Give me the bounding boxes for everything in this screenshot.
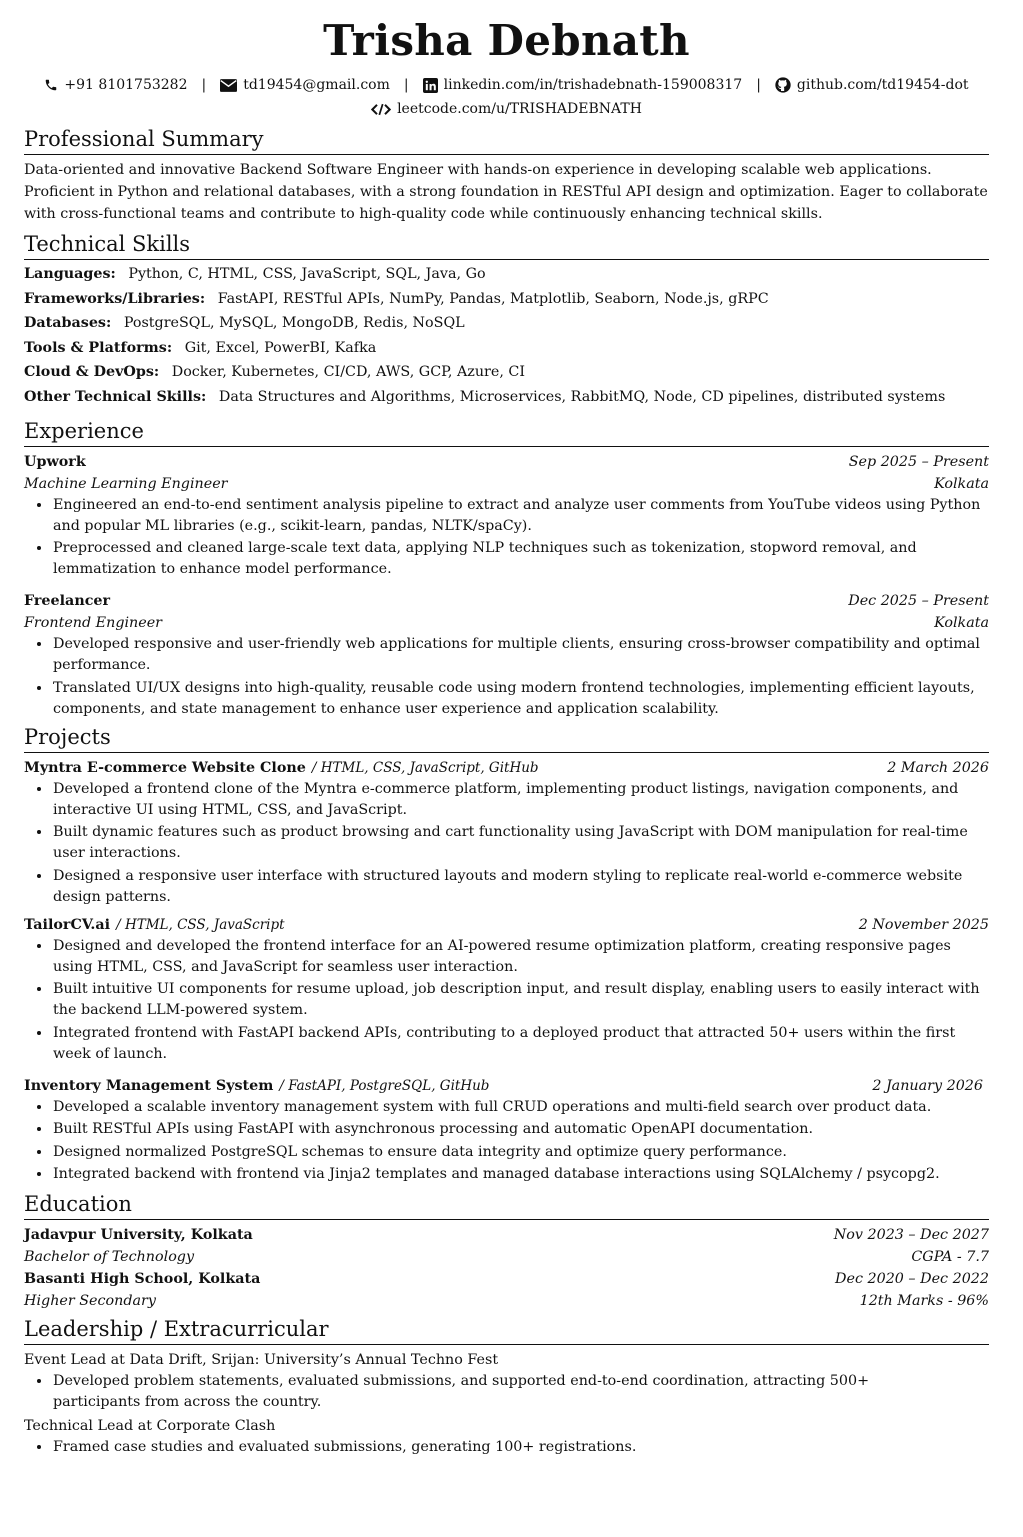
summary-text: Data-oriented and innovative Backend Software Engineer with hands-on experience in developing scalable web applications. Proficient in Python and relational databases, with a strong foundation in RESTful API design and optimization. Eager to collaborate with cross-functional teams and contribute to high-quality code while continuously enhancing technical skills. xyxy=(24,162,988,222)
entry-header xyxy=(24,1075,989,1097)
project-entry xyxy=(24,1075,989,1186)
phone-icon xyxy=(44,78,58,92)
entry-header xyxy=(24,590,989,612)
github-contact[interactable] xyxy=(775,74,969,96)
separator: | xyxy=(201,77,207,93)
bullet-list xyxy=(24,1097,989,1186)
phone-contact[interactable] xyxy=(44,74,187,96)
project-date: 2 November 2025 xyxy=(858,916,989,933)
leadership-entry xyxy=(24,1349,989,1413)
score: 12th Marks - 96% xyxy=(859,1293,989,1310)
bullet-item: • Developed responsive and user-friendly web applications for multiple clients, ensuring cross-browser compatibility and optimal performance. xyxy=(52,634,989,676)
school-name: Basanti High School, Kolkata xyxy=(24,1271,261,1288)
degree: Higher Secondary xyxy=(24,1293,156,1310)
skill-label: Cloud & DevOps: xyxy=(24,364,160,381)
skill-value: FastAPI, RESTful APIs, NumPy, Pandas, Matplotlib, Seaborn, Node.js, gRPC xyxy=(217,290,769,307)
skill-row xyxy=(24,385,989,410)
bullet-item: • Engineered an end-to-end sentiment analysis pipeline to extract and analyze user comments from YouTube videos using Python and popular ML libraries (e.g., scikit-learn, pandas, NLTK/spaCy). xyxy=(52,495,989,537)
entry-subheader xyxy=(24,473,989,495)
section-title-summary: Professional Summary xyxy=(24,126,989,155)
section-title-skills: Technical Skills xyxy=(24,231,989,260)
bullet-item: • Designed a responsive user interface with structured layouts and modern styling to replicate real-world e-commerce website design patterns. xyxy=(52,866,989,908)
bullet-item: • Developed problem statements, evaluated submissions, and supported end-to-end coordination, attracting 500+ participants from across the country. xyxy=(52,1371,989,1413)
job-location: Kolkata xyxy=(934,615,989,632)
job-role: Frontend Engineer xyxy=(24,615,163,632)
skill-row xyxy=(24,287,989,312)
project-tech: / HTML, CSS, JavaScript, GitHub xyxy=(311,759,539,776)
bullet-item: • Designed normalized PostgreSQL schemas to ensure data integrity and optimize query performance. xyxy=(52,1142,989,1163)
separator: | xyxy=(756,77,761,93)
job-role: Machine Learning Engineer xyxy=(24,475,228,492)
education-entry xyxy=(24,1268,989,1312)
bullet-list xyxy=(24,634,989,720)
experience-entry xyxy=(24,590,989,720)
skill-row xyxy=(24,311,989,336)
skill-value: Docker, Kubernetes, CI/CD, AWS, GCP, Azure, CI xyxy=(171,364,526,381)
entry-header xyxy=(24,914,989,936)
bullet-item: • Translated UI/UX designs into high-quality, reusable code using modern frontend technologies, implementing efficient layouts, components, and state management to enhance user experience and application scalability. xyxy=(52,678,989,720)
degree: Bachelor of Technology xyxy=(24,1249,195,1266)
code-icon xyxy=(371,103,391,116)
entry-dates: Dec 2020 – Dec 2022 xyxy=(835,1271,989,1288)
contact-line xyxy=(24,74,989,96)
entry-subheader xyxy=(24,612,989,634)
leadership-entry xyxy=(24,1415,989,1458)
entry-header xyxy=(24,1268,989,1290)
entry-dates: Dec 2025 – Present xyxy=(848,593,989,610)
phone-text: +91 8101753282 xyxy=(64,77,188,93)
bullet-item: • Preprocessed and cleaned large-scale text data, applying NLP techniques such as tokenization, stopword removal, and lemmatization to enhance model performance. xyxy=(52,538,989,580)
bullet-item: • Built RESTful APIs using FastAPI with asynchronous processing and automatic OpenAPI documentation. xyxy=(52,1119,989,1140)
section-title-leadership: Leadership / Extracurricular xyxy=(24,1316,989,1345)
skill-label: Databases: xyxy=(24,315,112,332)
entry-subheader xyxy=(24,1246,989,1268)
company-name: Upwork xyxy=(24,453,86,470)
skill-label: Other Technical Skills: xyxy=(24,388,207,405)
skill-row xyxy=(24,360,989,385)
skills-list xyxy=(24,262,989,410)
section-title-projects: Projects xyxy=(24,724,989,753)
entry-header xyxy=(24,757,989,779)
bullet-item: • Built intuitive UI components for resume upload, job description input, and result display, enabling users to easily interact with the backend LLM-powered system. xyxy=(52,979,989,1021)
separator: | xyxy=(403,77,409,93)
bullet-item: • Developed a frontend clone of the Myntra e-commerce platform, implementing product listings, navigation components, and interactive UI using HTML, CSS, and JavaScript. xyxy=(52,779,989,821)
bullet-item: • Integrated backend with frontend via Jinja2 templates and managed database interactions using SQLAlchemy / psycopg2. xyxy=(52,1164,989,1185)
school-name: Jadavpur University, Kolkata xyxy=(24,1227,253,1244)
skill-value: Git, Excel, PowerBI, Kafka xyxy=(184,339,377,356)
skill-row xyxy=(24,262,989,287)
skill-value: Data Structures and Algorithms, Microservices, RabbitMQ, Node, CD pipelines, distributed systems xyxy=(218,388,946,405)
skill-row xyxy=(24,336,989,361)
entry-header xyxy=(24,451,989,473)
leadership-heading: Event Lead at Data Drift, Srijan: University’s Annual Techno Fest xyxy=(24,1352,499,1369)
project-date: 2 January 2026 xyxy=(872,1077,983,1094)
project-name: Inventory Management System xyxy=(24,1077,274,1094)
skill-value: Python, C, HTML, CSS, JavaScript, SQL, Java, Go xyxy=(128,266,486,282)
project-name: TailorCV.ai xyxy=(24,916,111,933)
github-text: github.com/td19454-dot xyxy=(796,77,969,93)
job-location: Kolkata xyxy=(934,475,989,492)
entry-dates: Sep 2025 – Present xyxy=(848,453,989,470)
email-text: td19454@gmail.com xyxy=(243,77,390,93)
experience-entry xyxy=(24,451,989,581)
section-title-experience: Experience xyxy=(24,418,989,447)
bullet-item: • Developed a scalable inventory management system with full CRUD operations and multi-field search over product data. xyxy=(52,1097,989,1118)
bullet-item: • Designed and developed the frontend interface for an AI-powered resume optimization platform, creating responsive pages using HTML, CSS, and JavaScript for seamless user interaction. xyxy=(52,936,989,978)
linkedin-icon xyxy=(423,78,438,93)
linkedin-contact[interactable] xyxy=(423,74,743,96)
skill-value: PostgreSQL, MySQL, MongoDB, Redis, NoSQL xyxy=(123,315,465,332)
project-name: Myntra E-commerce Website Clone xyxy=(24,759,306,776)
project-tech: / FastAPI, PostgreSQL, GitHub xyxy=(279,1077,490,1094)
score: CGPA - 7.7 xyxy=(911,1249,989,1266)
leetcode-contact[interactable] xyxy=(371,98,642,120)
bullet-list xyxy=(24,936,989,1065)
mail-icon xyxy=(220,79,237,92)
entry-dates: Nov 2023 – Dec 2027 xyxy=(833,1227,989,1244)
bullet-list xyxy=(24,779,989,908)
education-entry xyxy=(24,1224,989,1268)
bullet-list xyxy=(24,1371,989,1413)
leetcode-text: leetcode.com/u/TRISHADEBNATH xyxy=(397,101,642,117)
project-tech: / HTML, CSS, JavaScript xyxy=(116,916,285,933)
company-name: Freelancer xyxy=(24,593,111,610)
project-entry xyxy=(24,757,989,908)
contact-line-second xyxy=(24,98,989,120)
skill-label: Frameworks/Libraries: xyxy=(24,290,206,307)
skill-label: Languages: xyxy=(24,266,116,282)
bullet-item: • Built dynamic features such as product browsing and cart functionality using JavaScript with DOM manipulation for real-time user interactions. xyxy=(52,822,989,864)
skill-label: Tools & Platforms: xyxy=(24,339,173,356)
candidate-name: Trisha Debnath xyxy=(323,16,690,65)
bullet-item: • Integrated frontend with FastAPI backend APIs, contributing to a deployed product that attracted 50+ users within the first week of launch. xyxy=(52,1023,989,1065)
entry-header xyxy=(24,1224,989,1246)
bullet-list xyxy=(24,1437,989,1458)
linkedin-text: linkedin.com/in/trishadebnath-159008317 xyxy=(443,77,743,93)
bullet-list xyxy=(24,495,989,581)
email-contact[interactable] xyxy=(220,74,390,96)
project-date: 2 March 2026 xyxy=(887,759,989,776)
project-entry xyxy=(24,914,989,1065)
entry-subheader xyxy=(24,1290,989,1312)
bullet-item: • Framed case studies and evaluated submissions, generating 100+ registrations. xyxy=(52,1437,989,1458)
leadership-heading: Technical Lead at Corporate Clash xyxy=(24,1417,276,1434)
github-icon xyxy=(775,77,791,93)
section-title-education: Education xyxy=(24,1191,989,1220)
